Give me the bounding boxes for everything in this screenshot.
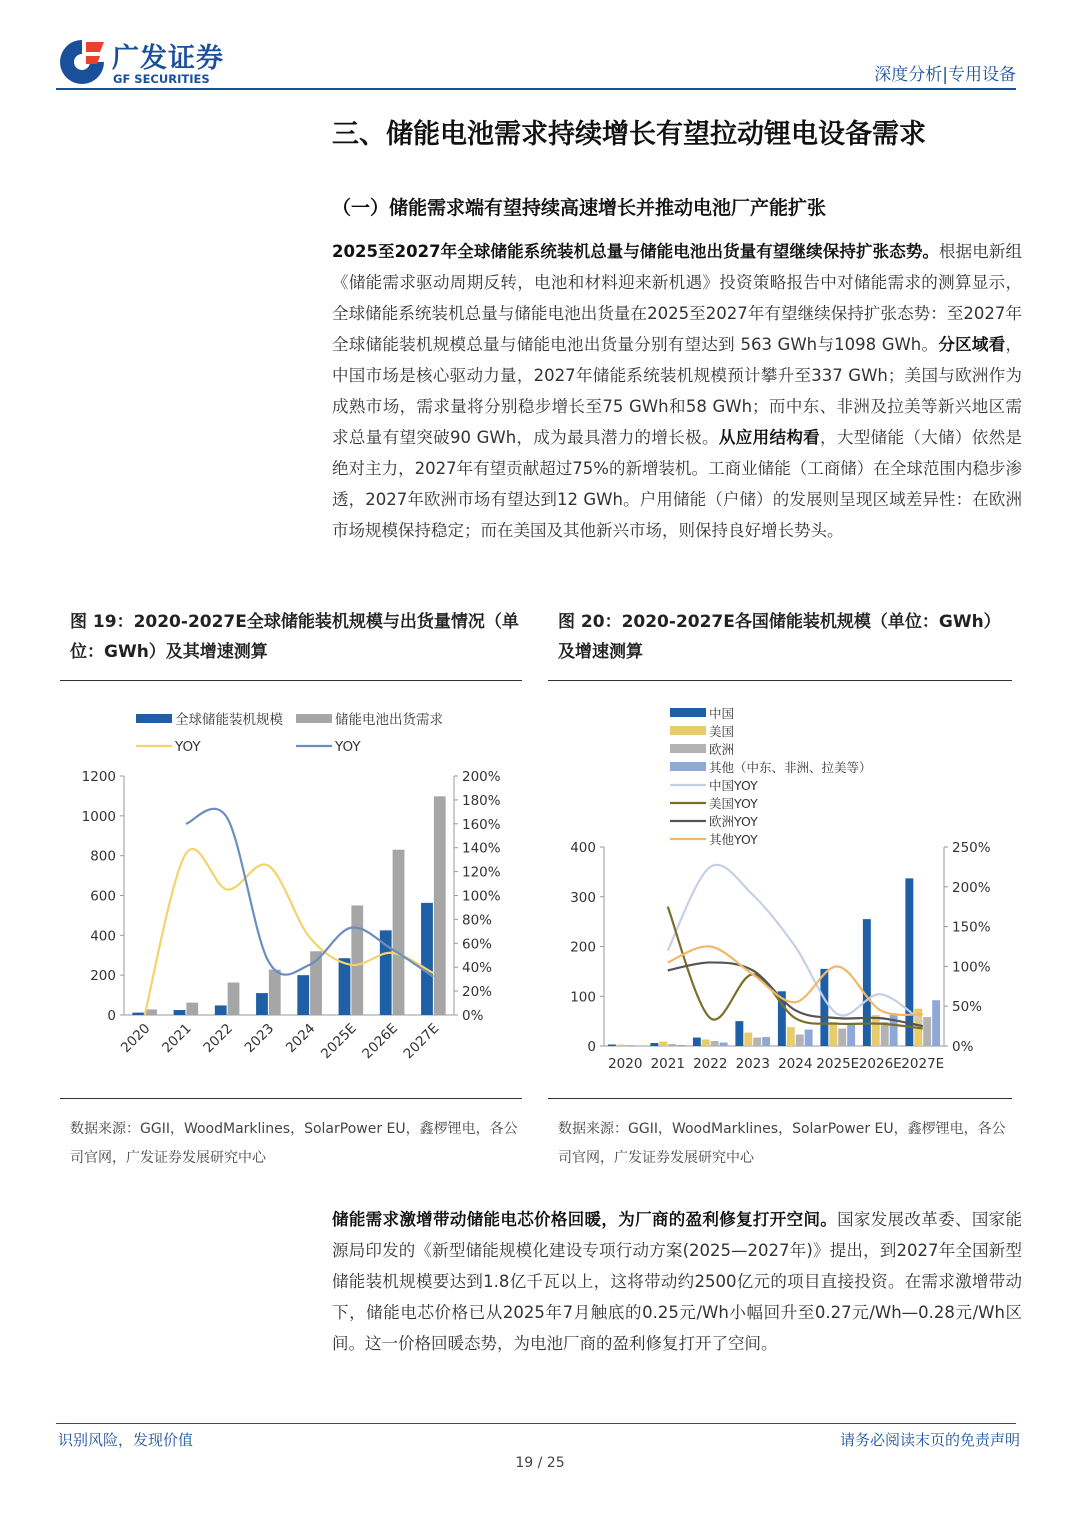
bar-中国	[905, 878, 913, 1046]
logo-text-en: GF SECURITIES	[113, 72, 210, 86]
bar-中国	[650, 1043, 658, 1046]
figure-19-top-rule	[60, 680, 522, 681]
bar-美国	[787, 1027, 795, 1046]
footer-disclaimer: 请务必阅读末页的免责声明	[839, 1431, 1020, 1449]
y2-tick-label: 40%	[462, 960, 493, 977]
bar-储能电池出货需求	[145, 1009, 157, 1015]
bar-全球储能装机规模	[174, 1010, 186, 1015]
legend-label: 其他YOY	[709, 832, 758, 847]
y2-tick-label: 100%	[952, 959, 991, 976]
y-tick-label: 100	[570, 989, 596, 1006]
y-tick-label: 0	[107, 1008, 116, 1024]
x-tick-label: 2024	[282, 1020, 319, 1057]
x-tick-label: 2027E	[901, 1056, 945, 1072]
paragraph-1-bold-2: 分区域看	[938, 335, 1006, 354]
bar-美国	[744, 1033, 752, 1046]
y2-tick-label: 0%	[462, 1008, 484, 1024]
paragraph-1	[332, 236, 1022, 546]
bar-其他（中东、非洲、拉美等）	[805, 1030, 813, 1046]
legend-label: 其他（中东、非洲、拉美等）	[709, 760, 872, 775]
x-tick-label: 2021	[159, 1020, 195, 1057]
legend-label: 全球储能装机规模	[175, 712, 283, 728]
bar-欧洲	[923, 1017, 931, 1046]
bar-全球储能装机规模	[421, 903, 433, 1015]
bar-储能电池出货需求	[269, 970, 281, 1015]
legend-label: 欧洲YOY	[709, 814, 758, 829]
bar-储能电池出货需求	[351, 905, 363, 1015]
bar-其他（中东、非洲、拉美等）	[720, 1043, 728, 1046]
logo-text-cn: 广发证券	[112, 43, 224, 74]
paragraph-1-bold-3: 从应用结构看	[718, 428, 821, 447]
legend-label: 储能电池出货需求	[335, 712, 443, 728]
paragraph-1-text-1: 根据电新组《储能需求驱动周期反转，电池和材料迎来新机遇》投资策略报告中对储能需求的测算显示，全球储能系统装机总量与储能电池出货量在2025至2027年有望继续保持扩张态势：至2027年全球储能装机规模总量与储能电池出货量分别有望达到 563 GWh与1098 GWh。	[332, 242, 1022, 354]
footer-divider	[56, 1423, 1016, 1424]
bar-全球储能装机规模	[297, 975, 309, 1015]
bar-欧洲	[626, 1045, 634, 1046]
y2-tick-label: 100%	[462, 888, 501, 905]
y2-tick-label: 60%	[462, 936, 493, 953]
bar-中国	[863, 919, 871, 1046]
legend-label: 美国	[709, 724, 735, 739]
figure-19-title: 图 19：2020-2027E全球储能装机规模与出货量情况（单位：GWh）及其增速测算	[70, 612, 519, 662]
x-tick-label: 2021	[650, 1056, 685, 1072]
y2-tick-label: 0%	[952, 1039, 974, 1055]
figure-20-bottom-rule	[548, 1098, 1012, 1099]
bar-其他（中东、非洲、拉美等）	[932, 1000, 940, 1046]
y2-tick-label: 20%	[462, 984, 493, 1001]
legend-label: 中国YOY	[709, 778, 758, 793]
subsection-title: （一）储能需求端有望持续高速增长并推动电池厂产能扩张	[332, 197, 827, 219]
legend-label: 欧洲	[709, 742, 735, 757]
y2-tick-label: 200%	[952, 879, 991, 896]
legend-label: 中国	[709, 706, 735, 721]
x-tick-label: 2020	[608, 1056, 643, 1072]
x-tick-label: 2022	[200, 1020, 236, 1057]
bar-其他（中东、非洲、拉美等）	[847, 1024, 855, 1046]
bar-储能电池出货需求	[393, 850, 405, 1015]
bar-全球储能装机规模	[256, 993, 268, 1015]
y-tick-label: 0	[587, 1039, 596, 1055]
legend-swatch	[670, 708, 706, 717]
bar-储能电池出货需求	[186, 1003, 198, 1015]
y2-tick-label: 80%	[462, 912, 493, 929]
bar-美国	[617, 1045, 625, 1046]
legend-swatch	[670, 744, 706, 753]
x-tick-label: 2023	[735, 1056, 770, 1072]
bar-美国	[659, 1042, 667, 1046]
bar-全球储能装机规模	[339, 958, 351, 1015]
bar-中国	[735, 1021, 743, 1046]
bar-全球储能装机规模	[132, 1013, 144, 1015]
company-logo	[56, 36, 256, 92]
x-tick-label: 2025E	[816, 1056, 860, 1072]
bar-欧洲	[796, 1035, 804, 1046]
y-tick-label: 400	[570, 840, 596, 856]
x-tick-label: 2022	[693, 1056, 728, 1072]
bar-欧洲	[881, 1022, 889, 1046]
section-title: 三、储能电池需求持续增长有望拉动锂电设备需求	[332, 119, 926, 150]
bar-中国	[820, 969, 828, 1046]
figure-20-chart	[548, 690, 1012, 1090]
legend-swatch	[670, 762, 706, 771]
y2-tick-label: 200%	[462, 769, 501, 785]
footer-slogan: 识别风险，发现价值	[58, 1431, 194, 1449]
bar-欧洲	[668, 1044, 676, 1046]
y-tick-label: 600	[90, 888, 116, 905]
bar-储能电池出货需求	[434, 796, 446, 1015]
bar-中国	[693, 1038, 701, 1046]
legend-label: YOY	[335, 739, 361, 755]
paragraph-2-text: 国家发展改革委、国家能源局印发的《新型储能规模化建设专项行动方案(2025—2027年)》提出，到2027年全国新型储能装机规模要达到1.8亿千瓦以上，这将带动约2500亿元的项目直接投资。在需求激增带动下，储能电芯价格已从2025年7月触底的0.25元/Wh小幅回升至0.27元/Wh—0.28元/Wh区间。这一价格回暖态势，为电池厂商的盈利修复打开了空间。	[332, 1210, 1023, 1353]
y-tick-label: 300	[570, 889, 596, 906]
bar-其他（中东、非洲、拉美等）	[677, 1045, 685, 1046]
x-tick-label: 2026E	[858, 1056, 902, 1072]
figure-19-chart	[60, 690, 522, 1090]
figure-20-top-rule	[548, 680, 1012, 681]
y2-tick-label: 180%	[462, 792, 501, 809]
y2-tick-label: 50%	[952, 999, 983, 1016]
paragraph-1-lead: 2025至2027年全球储能系统装机总量与储能电池出货量有望继续保持扩张态势。	[332, 242, 940, 261]
bar-欧洲	[838, 1029, 846, 1046]
line-中国YOY	[668, 865, 923, 1022]
x-tick-label: 2023	[241, 1020, 278, 1057]
bar-欧洲	[711, 1041, 719, 1046]
gf-logo-icon	[56, 36, 108, 88]
paragraph-1-text-3: ，大型储能（大储）依然是绝对主力，2027年有望贡献超过75%的新增装机。工商业储能（工商储）在全球范围内稳步渗透，2027年欧洲市场有望达到12 GWh。户用储能（户储）的发展则呈现区域差异性：在欧洲市场规模保持稳定；而在美国及其他新兴市场，则保持良好增长势头。	[332, 428, 1023, 540]
bar-美国	[702, 1040, 710, 1046]
header-divider	[56, 88, 1016, 90]
legend-swatch	[136, 714, 172, 723]
y2-tick-label: 250%	[952, 840, 991, 856]
bar-中国	[608, 1045, 616, 1046]
legend-swatch	[296, 714, 332, 723]
x-tick-label: 2024	[778, 1056, 813, 1072]
y-tick-label: 800	[90, 848, 116, 865]
paragraph-2	[332, 1204, 1022, 1359]
bar-美国	[829, 1022, 837, 1046]
bar-其他（中东、非洲、拉美等）	[762, 1037, 770, 1046]
figure-19-bottom-rule	[60, 1098, 522, 1099]
y2-tick-label: 120%	[462, 864, 501, 881]
report-category: 深度分析|专用设备	[874, 65, 1016, 85]
x-tick-label: 2026E	[359, 1020, 401, 1063]
x-tick-label: 2025E	[318, 1020, 360, 1063]
paragraph-2-lead: 储能需求激增带动储能电芯价格回暖，为厂商的盈利修复打开空间。	[332, 1210, 838, 1229]
bar-储能电池出货需求	[228, 983, 240, 1015]
y-tick-label: 1000	[81, 808, 116, 825]
figure-20-title: 图 20：2020-2027E各国储能装机规模（单位：GWh）及增速测算	[558, 612, 1001, 662]
y2-tick-label: 150%	[952, 919, 991, 936]
bar-美国	[872, 1015, 880, 1046]
legend-label: 美国YOY	[709, 796, 758, 811]
bar-其他（中东、非洲、拉美等）	[890, 1013, 898, 1046]
figure-20-source: 数据来源：GGII，WoodMarklines，SolarPower EU，鑫椤锂电，各公司官网，广发证券发展研究中心	[558, 1121, 1006, 1166]
y-tick-label: 200	[570, 939, 596, 956]
x-tick-label: 2027E	[400, 1020, 443, 1063]
page-number: 19 / 25	[515, 1455, 565, 1471]
x-tick-label: 2020	[117, 1020, 154, 1057]
paragraph-1-text-2: ，中国市场是核心驱动力量，2027年储能系统装机规模预计攀升至337 GWh；美国与欧洲作为成熟市场，需求量将分别稳步增长至75 GWh和58 GWh；而中东、非洲及拉美等新兴地区需求总量有望突破90 GWh，成为最具潜力的增长极。	[332, 335, 1023, 447]
y2-tick-label: 140%	[462, 840, 501, 857]
legend-label: YOY	[175, 739, 201, 755]
bar-欧洲	[753, 1038, 761, 1046]
y-tick-label: 400	[90, 928, 116, 945]
y-tick-label: 1200	[81, 769, 116, 785]
bar-全球储能装机规模	[215, 1005, 227, 1015]
y2-tick-label: 160%	[462, 816, 501, 833]
y-tick-label: 200	[90, 968, 116, 985]
line-其他YOY	[668, 946, 923, 1015]
figure-19-source: 数据来源：GGII，WoodMarklines，SolarPower EU，鑫椤锂电，各公司官网，广发证券发展研究中心	[70, 1121, 518, 1166]
legend-swatch	[670, 726, 706, 735]
